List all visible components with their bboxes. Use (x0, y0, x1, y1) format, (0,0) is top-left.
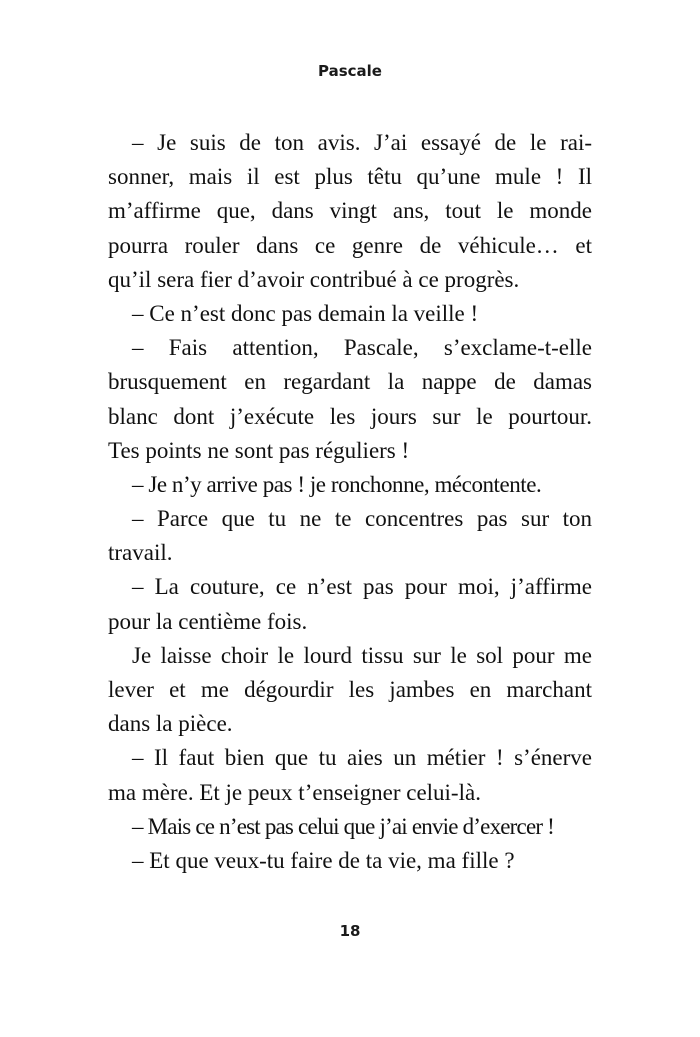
text-line: – Je suis de ton avis. J’ai essayé de le rai- (132, 130, 592, 155)
text-line: – Il faut bien que tu aies un métier ! s’énerve (132, 745, 592, 771)
text-line: – Parce que tu ne te concentres pas sur ton (132, 506, 592, 532)
text-line: Je laisse choir le lourd tissu sur le sol pour me (132, 642, 592, 668)
text-line: pour la centième fois. (108, 608, 308, 634)
page-number: 18 (339, 922, 361, 940)
text-line: qu’il sera fier d’avoir contribué à ce progrès. (108, 266, 520, 292)
page-body-text (108, 126, 592, 878)
text-line: lever et me dégourdir les jambes en marchant (108, 677, 592, 702)
text-line: dans la pièce. (108, 711, 233, 737)
text-line: – Ce n’est donc pas demain la veille ! (132, 300, 479, 326)
text-line: sonner, mais il est plus têtu qu’une mule ! Il (108, 164, 592, 190)
text-line: Tes points ne sont pas réguliers ! (108, 437, 410, 463)
text-line: travail. (108, 540, 173, 566)
text-line: ma mère. Et je peux t’enseigner celui-là. (108, 779, 481, 805)
text-line: brusquement en regardant la nappe de damas (108, 369, 592, 395)
text-line: – La couture, ce n’est pas pour moi, j’affirme (132, 574, 592, 600)
text-line: blanc dont j’exécute les jours sur le pourtour. (108, 403, 592, 429)
running-title: Pascale (318, 62, 382, 80)
text-line: – Mais ce n’est pas celui que j’ai envie d’exercer ! (132, 813, 555, 839)
text-line: pourra rouler dans ce genre de véhicule… et (108, 232, 592, 258)
text-line: m’affirme que, dans vingt ans, tout le monde (108, 198, 592, 224)
text-line: – Je n’y arrive pas ! je ronchonne, mécontente. (132, 471, 542, 497)
text-line: – Et que veux-tu faire de ta vie, ma fille ? (132, 847, 515, 873)
text-line: – Fais attention, Pascale, s’exclame-t-elle (132, 335, 592, 361)
